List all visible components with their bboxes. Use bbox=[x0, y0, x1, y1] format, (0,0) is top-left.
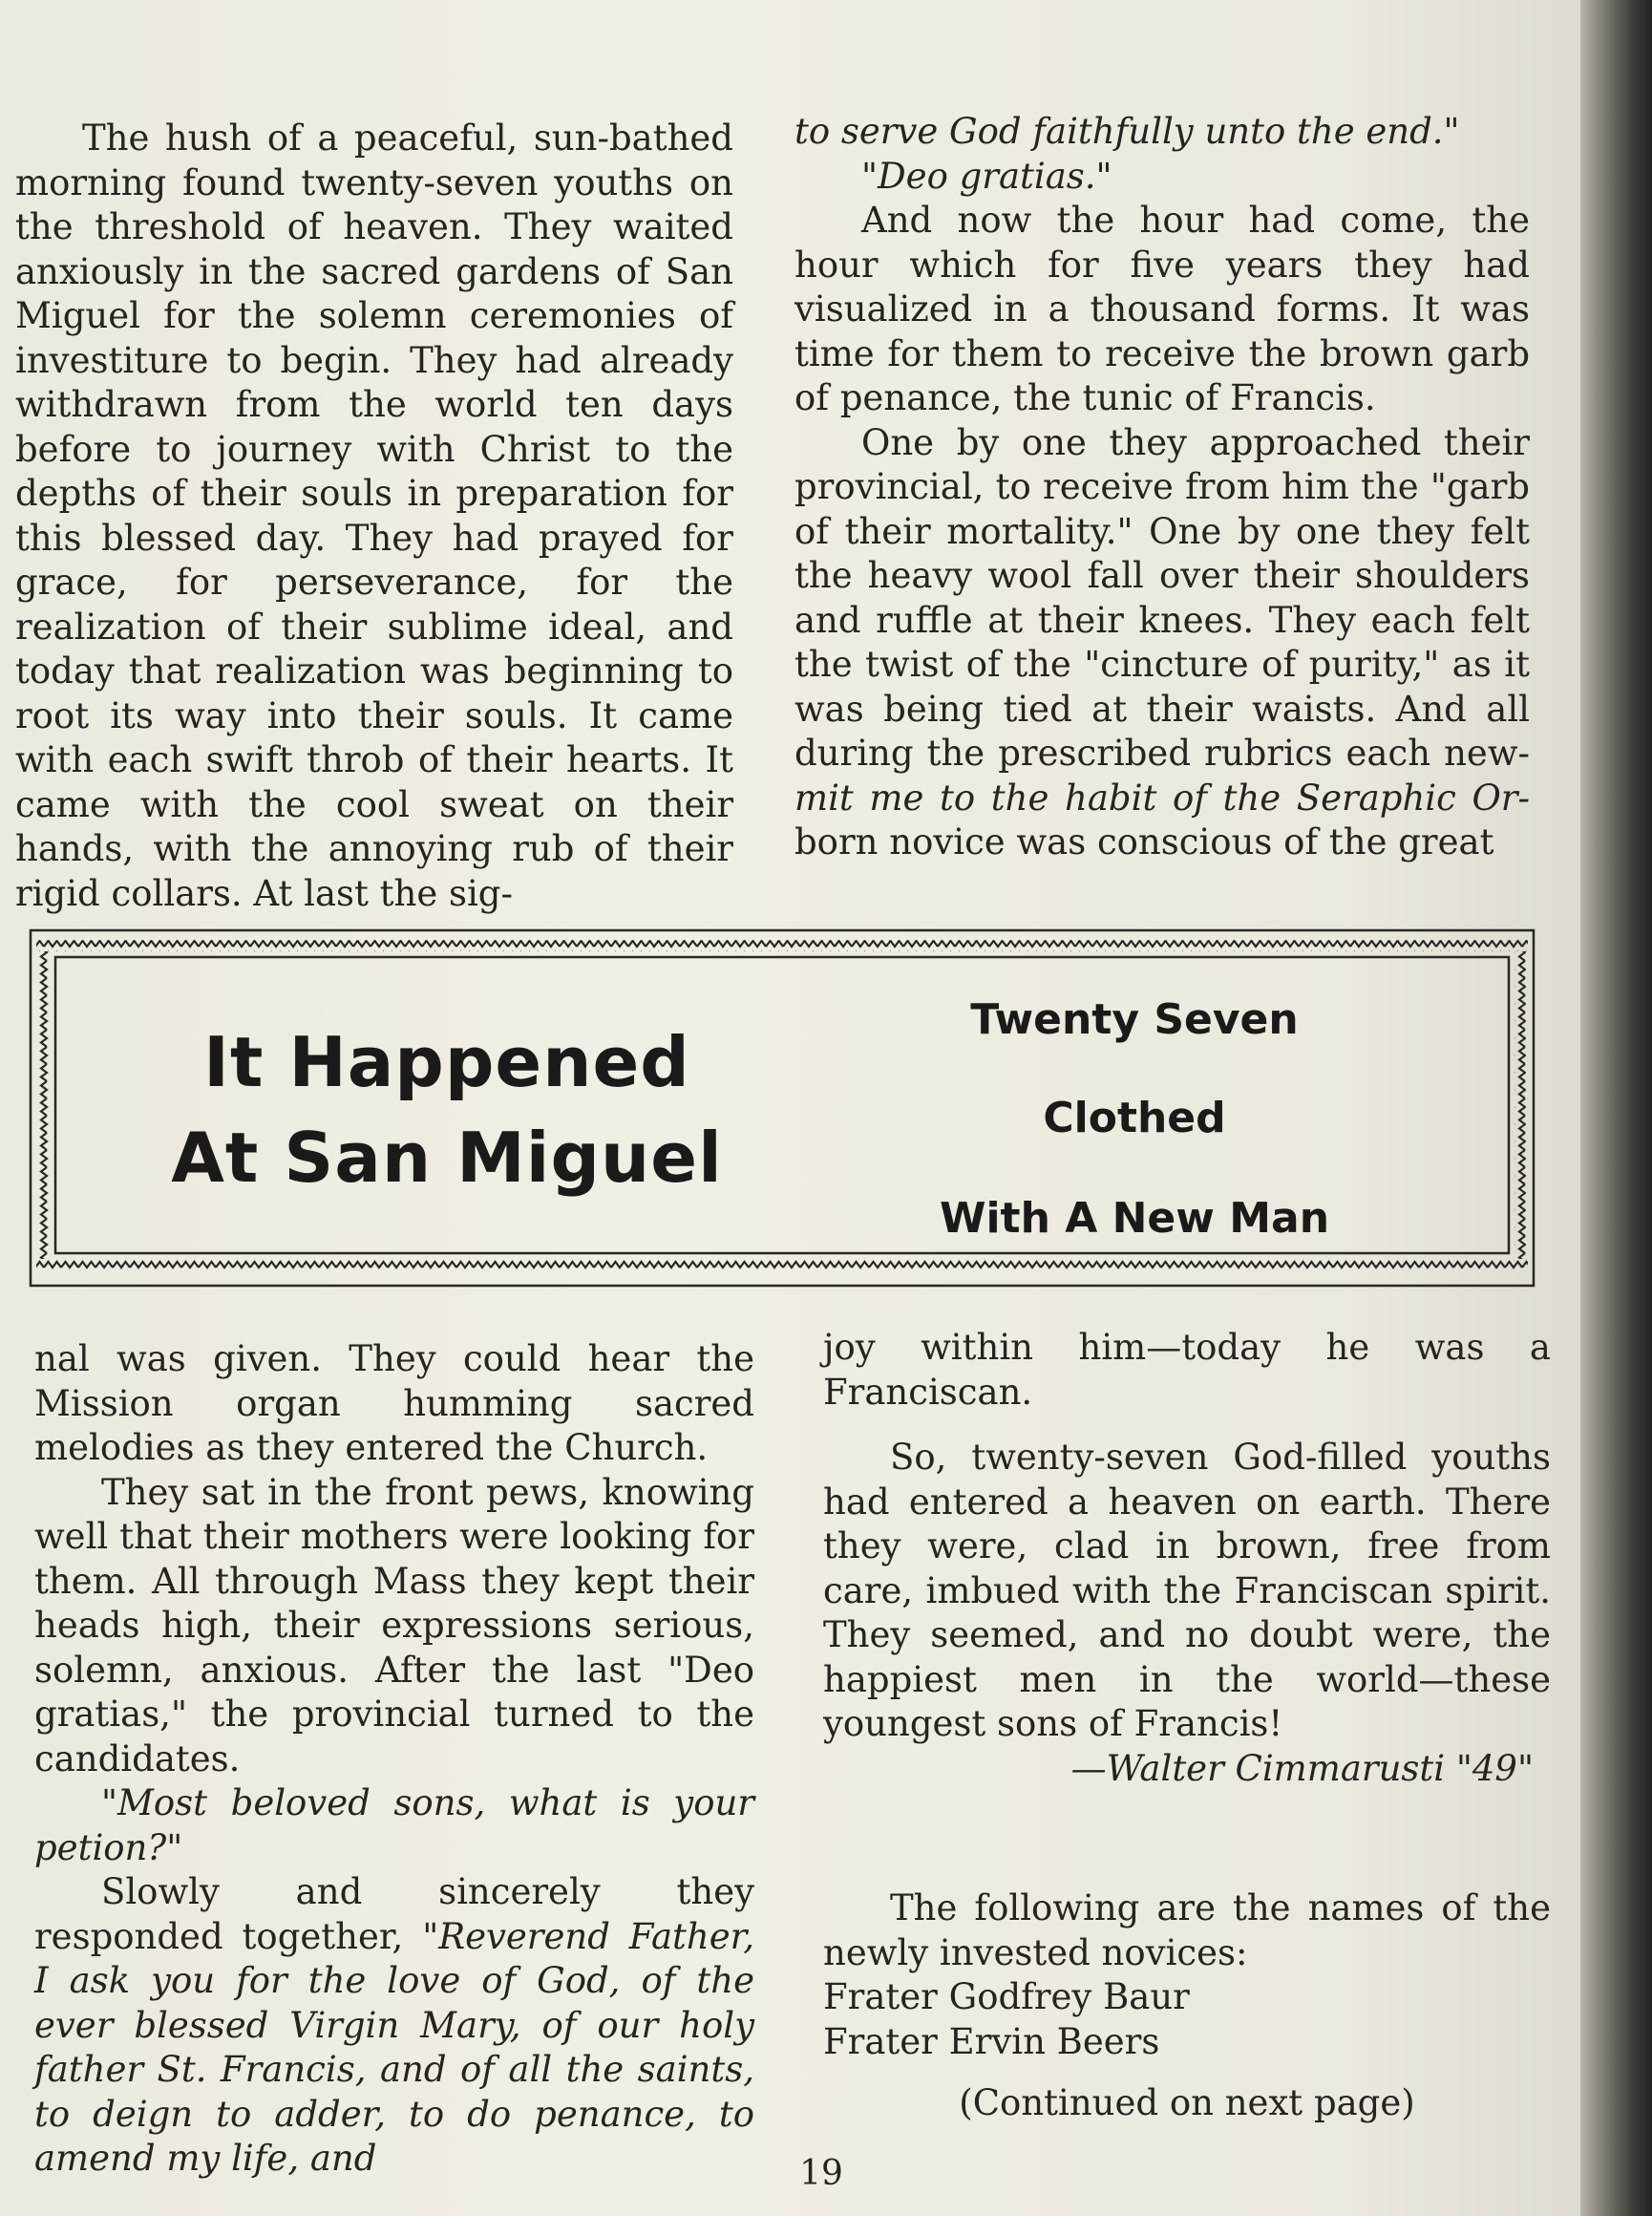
paragraph-quote-end: to serve God faithfully unto the end." bbox=[794, 111, 1460, 152]
paragraph: nal was given. They could hear the Mission organ humming sacred melodies as they entered the Church. bbox=[34, 1338, 754, 1468]
paragraph bbox=[794, 421, 1530, 865]
page-number: 19 bbox=[799, 2154, 843, 2193]
text-run: One by one they approached their provincial, to receive from him the "garb of their mortality." One by one they felt the heavy wool fall over their shoulders and ruffle at their knees. They each felt the twist of the "cincture of purity," as it was being tied at their waists. And all during the prescribed rubrics each new- bbox=[794, 421, 1530, 774]
banner-title-line-1: It Happened bbox=[203, 1022, 690, 1102]
paragraph-names-intro: The following are the names of the newly invested novices: bbox=[823, 1887, 1551, 1973]
banner-subtitle-line-2: Clothed bbox=[1043, 1094, 1226, 1142]
text-run-italic: mit me to the habit of the Seraphic Or- bbox=[794, 777, 1530, 819]
text-run: Slowly and sincerely they responded together, bbox=[34, 1871, 754, 1957]
continued-note: (Continued on next page) bbox=[959, 2082, 1415, 2123]
spacer bbox=[823, 1415, 1551, 1436]
paragraph: So, twenty-seven God-filled youths had entered a heaven on earth. There they were, clad in brown, free from care, imbued with the Franciscan spirit. They seemed, and no doubt were, the happiest men in the world—these youngest sons of Francis! bbox=[823, 1437, 1551, 1744]
banner-title-line-2: At San Miguel bbox=[171, 1118, 723, 1198]
paragraph-petition: "Most beloved sons, what is your petion?" bbox=[34, 1782, 754, 1868]
paragraph: joy within him—today he was a Franciscan. bbox=[823, 1327, 1551, 1413]
banner-subtitle-line-3: With A New Man bbox=[939, 1194, 1330, 1243]
title-banner bbox=[27, 927, 1537, 1289]
book-spine-shadow bbox=[1580, 0, 1652, 2216]
column-top-left bbox=[15, 117, 733, 916]
novice-name: Frater Godfrey Baur bbox=[823, 1976, 1190, 2017]
novice-name: Frater Ervin Beers bbox=[823, 2020, 1160, 2062]
column-top-right bbox=[794, 110, 1530, 865]
spacer bbox=[823, 1791, 1551, 1886]
author-signature: —Walter Cimmarusti "49" bbox=[1070, 1747, 1534, 1789]
text-run: born novice was conscious of the great bbox=[794, 821, 1494, 863]
paragraph bbox=[34, 1870, 754, 2182]
column-bottom-right bbox=[823, 1326, 1551, 2126]
paragraph: And now the hour had come, the hour which for five years they had visualized in a thousand forms. It was time for them to receive the brown garb of penance, the tunic of Francis. bbox=[794, 200, 1530, 418]
paragraph-deo-gratias: "Deo gratias." bbox=[861, 155, 1112, 197]
paragraph: They sat in the front pews, knowing well that their mothers were looking for them. All through Mass they kept their heads high, their expressions serious, solemn, anxious. After the last "Deo gratias," the provincial turned to the candidates. bbox=[34, 1471, 754, 1779]
paragraph: The hush of a peaceful, sun-bathed morning found twenty-seven youths on the threshold of heaven. They waited anxiously in the sacred gardens of San Miguel for the solemn ceremonies of investiture to begin. They had already withdrawn from the world ten days before to journey with Christ to the depths of their souls in preparation for this blessed day. They had prayed for grace, for perseverance, for the realization of their sublime ideal, and today that realization was beginning to root its way into their souls. It came with each swift throb of their hearts. It came with the cool sweat on their hands, with the annoying rub of their rigid collars. At last the sig- bbox=[15, 117, 733, 914]
column-bottom-left bbox=[34, 1337, 754, 2182]
text-run-italic: "Reverend Father, I ask you for the love of God, of the ever blessed Virgin Mary, of our holy father St. Francis, and of all the saints, to deign to adder, to do penance, to amend my life, and bbox=[34, 1915, 755, 2179]
banner-subtitle-line-1: Twenty Seven bbox=[970, 995, 1299, 1044]
